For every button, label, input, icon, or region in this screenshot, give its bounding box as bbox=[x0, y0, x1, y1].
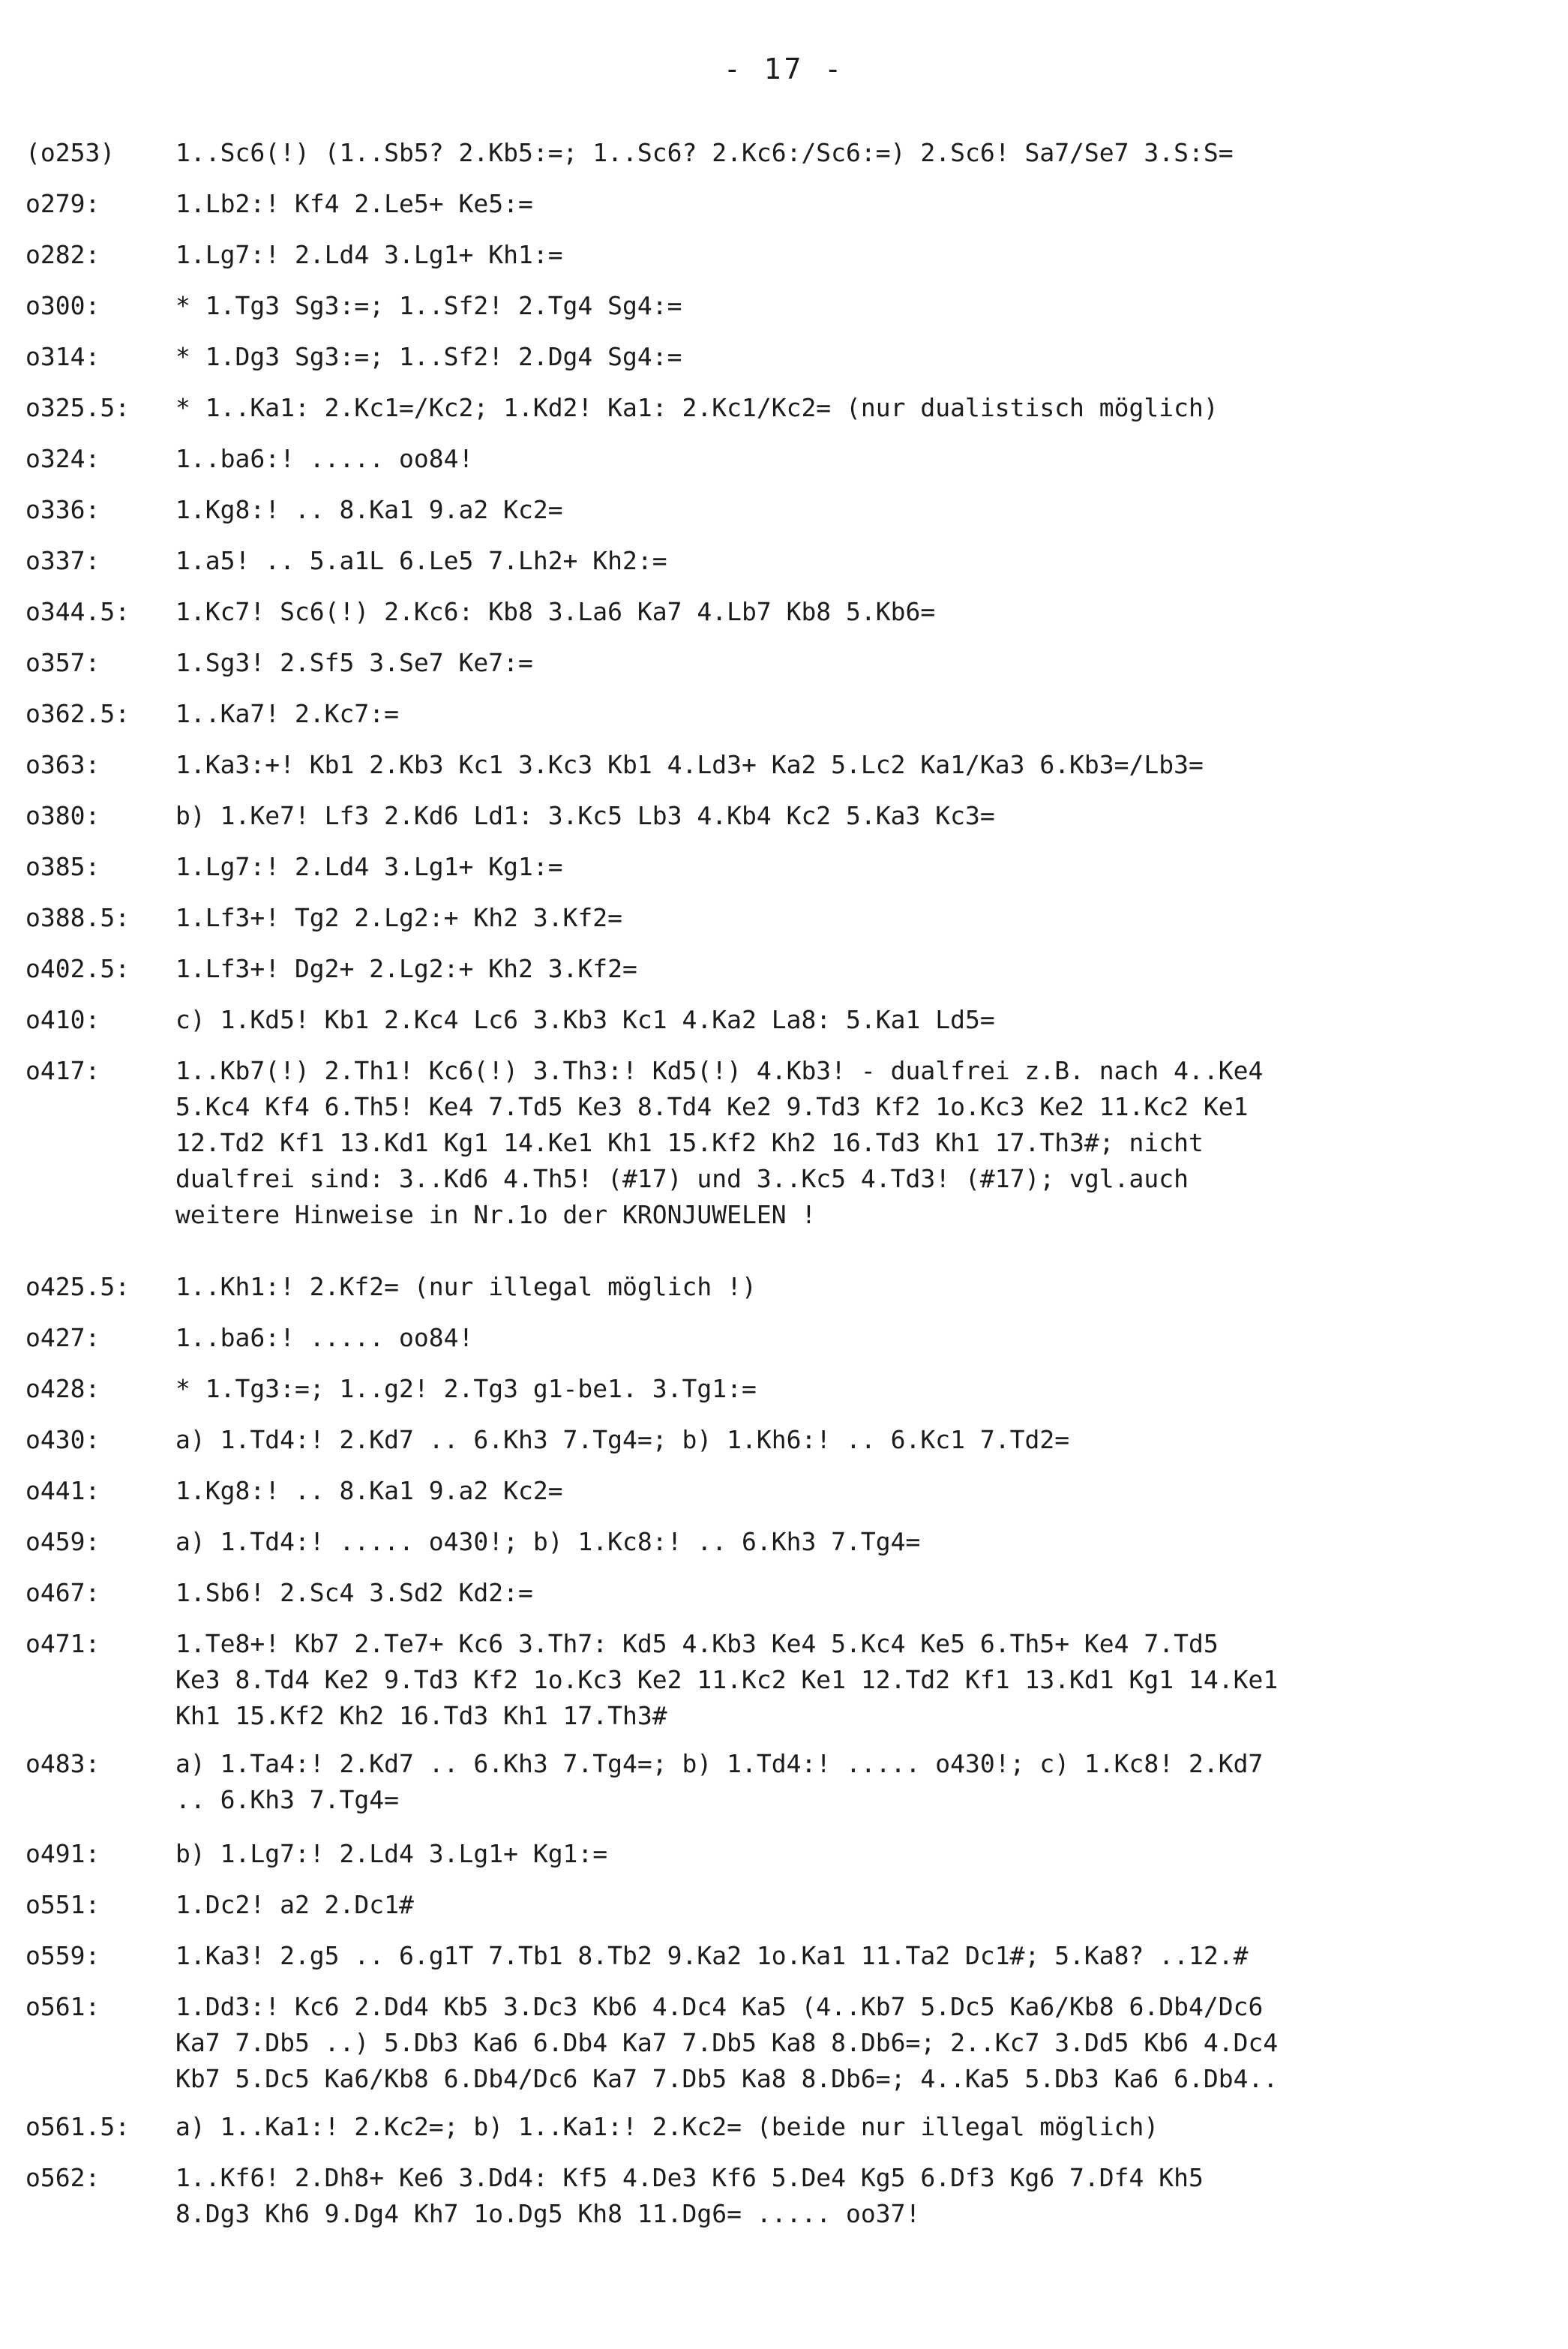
solution-entry bbox=[25, 1836, 1540, 1872]
solution-text bbox=[175, 1746, 1540, 1818]
solution-entry bbox=[25, 900, 1540, 936]
solution-text bbox=[175, 1938, 1540, 1974]
solution-line: 1.Ka3:+! Kb1 2.Kb3 Kc1 3.Kc3 Kb1 4.Ld3+ Ka2 5.Lc2 Ka1/Ka3 6.Kb3=/Lb3= bbox=[175, 750, 1204, 779]
solution-line: 1.Te8+! Kb7 2.Te7+ Kc6 3.Th7: Kd5 4.Kb3 Ke4 5.Kc4 Ke5 6.Th5+ Ke4 7.Td5 bbox=[175, 1629, 1219, 1658]
problem-number: o357: bbox=[25, 648, 100, 677]
solution-text bbox=[175, 747, 1540, 783]
solution-text bbox=[175, 798, 1540, 834]
solution-line: 1.Lb2:! Kf4 2.Le5+ Ke5:= bbox=[175, 189, 533, 218]
solution-entry bbox=[25, 2160, 1540, 2232]
solution-line: 1.Dc2! a2 2.Dc1# bbox=[175, 1890, 414, 1919]
solution-entry bbox=[25, 339, 1540, 375]
solution-text bbox=[175, 492, 1540, 528]
solution-entry bbox=[25, 594, 1540, 630]
solution-line: 1.Sg3! 2.Sf5 3.Se7 Ke7:= bbox=[175, 648, 533, 677]
solution-line: Kh1 15.Kf2 Kh2 16.Td3 Kh1 17.Th3# bbox=[175, 1701, 667, 1730]
solution-line: c) 1.Kd5! Kb1 2.Kc4 Lc6 3.Kb3 Kc1 4.Ka2 La8: 5.Ka1 Ld5= bbox=[175, 1005, 995, 1034]
solution-line: 1.Kc7! Sc6(!) 2.Kc6: Kb8 3.La6 Ka7 4.Lb7 Kb8 5.Kb6= bbox=[175, 597, 936, 626]
solution-text bbox=[175, 1371, 1540, 1407]
solution-line: a) 1.Ta4:! 2.Kd7 .. 6.Kh3 7.Tg4=; b) 1.Td4:! ..... o430!; c) 1.Kc8! 2.Kd7 bbox=[175, 1749, 1264, 1778]
solution-entry bbox=[25, 645, 1540, 681]
problem-number: o428: bbox=[25, 1374, 100, 1403]
solution-line: 1.Lf3+! Dg2+ 2.Lg2:+ Kh2 3.Kf2= bbox=[175, 954, 637, 983]
problem-number: o324: bbox=[25, 444, 100, 473]
solution-line: 1..Kf6! 2.Dh8+ Ke6 3.Dd4: Kf5 4.De3 Kf6 5.De4 Kg5 6.Df3 Kg6 7.Df4 Kh5 bbox=[175, 2163, 1204, 2192]
problem-number: o491: bbox=[25, 1839, 100, 1868]
solution-line: 1..Sc6(!) (1..Sb5? 2.Kb5:=; 1..Sc6? 2.Kc6:/Sc6:=) 2.Sc6! Sa7/Se7 3.S:S= bbox=[175, 138, 1234, 167]
problem-number: o363: bbox=[25, 750, 100, 779]
solution-text bbox=[175, 1836, 1540, 1872]
solution-text bbox=[175, 1626, 1540, 1734]
solution-text bbox=[175, 135, 1540, 171]
problem-number: o561.5: bbox=[25, 2112, 130, 2141]
solution-entry bbox=[25, 1938, 1540, 1974]
solution-text bbox=[175, 237, 1540, 273]
solution-line: 1..ba6:! ..... oo84! bbox=[175, 444, 474, 473]
solution-line: .. 6.Kh3 7.Tg4= bbox=[175, 1785, 400, 1814]
solution-text bbox=[175, 2109, 1540, 2145]
solution-entry bbox=[25, 492, 1540, 528]
problem-number: o471: bbox=[25, 1629, 100, 1658]
solution-entry bbox=[25, 1746, 1540, 1818]
solution-text bbox=[175, 1269, 1540, 1305]
solution-entry bbox=[25, 1989, 1540, 2097]
solution-entry bbox=[25, 1422, 1540, 1458]
solution-text bbox=[175, 1473, 1540, 1509]
solution-entry bbox=[25, 288, 1540, 324]
problem-number: o279: bbox=[25, 189, 100, 218]
solution-entry bbox=[25, 696, 1540, 732]
problem-number: o337: bbox=[25, 546, 100, 575]
solution-entry bbox=[25, 1269, 1540, 1305]
problem-number: o562: bbox=[25, 2163, 100, 2192]
solution-line: b) 1.Lg7:! 2.Ld4 3.Lg1+ Kg1:= bbox=[175, 1839, 608, 1868]
solution-entry bbox=[25, 1053, 1540, 1233]
page-number: - 17 - bbox=[723, 52, 845, 86]
solution-line: 1.Lf3+! Tg2 2.Lg2:+ Kh2 3.Kf2= bbox=[175, 903, 623, 932]
solution-line: a) 1.Td4:! ..... o430!; b) 1.Kc8:! .. 6.Kh3 7.Tg4= bbox=[175, 1527, 921, 1556]
solution-entry bbox=[25, 747, 1540, 783]
solution-text bbox=[175, 849, 1540, 885]
solution-entry bbox=[25, 390, 1540, 426]
solution-line: a) 1.Td4:! 2.Kd7 .. 6.Kh3 7.Tg4=; b) 1.Kh6:! .. 6.Kc1 7.Td2= bbox=[175, 1425, 1070, 1454]
problem-number: o300: bbox=[25, 291, 100, 320]
solution-entry bbox=[25, 2109, 1540, 2145]
solution-line: weitere Hinweise in Nr.1o der KRONJUWELEN ! bbox=[175, 1200, 817, 1229]
problem-number: (o253) bbox=[25, 138, 115, 167]
solution-line: 1.Kg8:! .. 8.Ka1 9.a2 Kc2= bbox=[175, 495, 563, 524]
solution-text bbox=[175, 1989, 1540, 2097]
solution-entry bbox=[25, 1371, 1540, 1407]
problem-number: o282: bbox=[25, 240, 100, 269]
solution-line: 1.Lg7:! 2.Ld4 3.Lg1+ Kh1:= bbox=[175, 240, 563, 269]
solution-text bbox=[175, 1320, 1540, 1356]
problem-number: o402.5: bbox=[25, 954, 130, 983]
solution-entry bbox=[25, 1575, 1540, 1611]
solution-text bbox=[175, 543, 1540, 579]
solution-text bbox=[175, 1887, 1540, 1923]
solution-line: 8.Dg3 Kh6 9.Dg4 Kh7 1o.Dg5 Kh8 11.Dg6= ..... oo37! bbox=[175, 2199, 921, 2228]
problem-number: o483: bbox=[25, 1749, 100, 1778]
problem-number: o385: bbox=[25, 852, 100, 881]
solution-text bbox=[175, 900, 1540, 936]
solution-text bbox=[175, 1053, 1540, 1233]
solution-line: b) 1.Ke7! Lf3 2.Kd6 Ld1: 3.Kc5 Lb3 4.Kb4 Kc2 5.Ka3 Kc3= bbox=[175, 801, 995, 830]
solution-line: a) 1..Ka1:! 2.Kc2=; b) 1..Ka1:! 2.Kc2= (beide nur illegal möglich) bbox=[175, 2112, 1159, 2141]
solution-text bbox=[175, 696, 1540, 732]
solution-entry bbox=[25, 441, 1540, 477]
problem-number: o336: bbox=[25, 495, 100, 524]
problem-number: o467: bbox=[25, 1578, 100, 1607]
solution-entry bbox=[25, 543, 1540, 579]
solution-text bbox=[175, 594, 1540, 630]
solution-line: * 1.Dg3 Sg3:=; 1..Sf2! 2.Dg4 Sg4:= bbox=[175, 342, 682, 371]
solution-line: 1..Kh1:! 2.Kf2= (nur illegal möglich !) bbox=[175, 1272, 757, 1301]
problem-number: o441: bbox=[25, 1476, 100, 1505]
solution-text bbox=[175, 951, 1540, 987]
solution-entry bbox=[25, 1626, 1540, 1734]
solution-line: 1.Sb6! 2.Sc4 3.Sd2 Kd2:= bbox=[175, 1578, 533, 1607]
solution-line: * 1.Tg3 Sg3:=; 1..Sf2! 2.Tg4 Sg4:= bbox=[175, 291, 682, 320]
problem-number: o551: bbox=[25, 1890, 100, 1919]
solution-line: 1..Ka7! 2.Kc7:= bbox=[175, 699, 400, 728]
solution-entry bbox=[25, 1473, 1540, 1509]
solution-entry bbox=[25, 1524, 1540, 1560]
solution-line: Kb7 5.Dc5 Ka6/Kb8 6.Db4/Dc6 Ka7 7.Db5 Ka8 8.Db6=; 4..Ka5 5.Db3 Ka6 6.Db4.. bbox=[175, 2064, 1279, 2093]
problem-number: o425.5: bbox=[25, 1272, 130, 1301]
solution-line: 1.Dd3:! Kc6 2.Dd4 Kb5 3.Dc3 Kb6 4.Dc4 Ka5 (4..Kb7 5.Dc5 Ka6/Kb8 6.Db4/Dc6 bbox=[175, 1992, 1264, 2021]
solution-line: Ka7 7.Db5 ..) 5.Db3 Ka6 6.Db4 Ka7 7.Db5 Ka8 8.Db6=; 2..Kc7 3.Dd5 Kb6 4.Dc4 bbox=[175, 2028, 1279, 2057]
solution-entry bbox=[25, 849, 1540, 885]
problem-number: o559: bbox=[25, 1941, 100, 1970]
problem-number: o561: bbox=[25, 1992, 100, 2021]
solution-text bbox=[175, 1002, 1540, 1038]
solution-text bbox=[175, 1422, 1540, 1458]
solution-entry bbox=[25, 186, 1540, 222]
solution-line: * 1..Ka1: 2.Kc1=/Kc2; 1.Kd2! Ka1: 2.Kc1/Kc2= (nur dualistisch möglich) bbox=[175, 393, 1219, 422]
solution-entry bbox=[25, 798, 1540, 834]
solution-line: 5.Kc4 Kf4 6.Th5! Ke4 7.Td5 Ke3 8.Td4 Ke2 9.Td3 Kf2 1o.Kc3 Ke2 11.Kc2 Ke1 bbox=[175, 1092, 1249, 1121]
solution-line: * 1.Tg3:=; 1..g2! 2.Tg3 g1-be1. 3.Tg1:= bbox=[175, 1374, 757, 1403]
problem-number: o459: bbox=[25, 1527, 100, 1556]
solution-line: 1.Lg7:! 2.Ld4 3.Lg1+ Kg1:= bbox=[175, 852, 563, 881]
solution-text bbox=[175, 186, 1540, 222]
solution-line: 1..Kb7(!) 2.Th1! Kc6(!) 3.Th3:! Kd5(!) 4.Kb3! - dualfrei z.B. nach 4..Ke4 bbox=[175, 1056, 1264, 1085]
solution-line: 1.Ka3! 2.g5 .. 6.g1T 7.Tb1 8.Tb2 9.Ka2 1o.Ka1 11.Ta2 Dc1#; 5.Ka8? ..12.# bbox=[175, 1941, 1249, 1970]
solution-entry bbox=[25, 1320, 1540, 1356]
solution-text bbox=[175, 1575, 1540, 1611]
solution-entry bbox=[25, 1002, 1540, 1038]
problem-number: o380: bbox=[25, 801, 100, 830]
problem-number: o362.5: bbox=[25, 699, 130, 728]
solution-text bbox=[175, 441, 1540, 477]
solution-line: 12.Td2 Kf1 13.Kd1 Kg1 14.Ke1 Kh1 15.Kf2 Kh2 16.Td3 Kh1 17.Th3#; nicht bbox=[175, 1128, 1204, 1157]
solution-entry bbox=[25, 237, 1540, 273]
solution-text bbox=[175, 390, 1540, 426]
problem-number: o427: bbox=[25, 1323, 100, 1352]
solution-entry bbox=[25, 1887, 1540, 1923]
solution-text bbox=[175, 288, 1540, 324]
solution-text bbox=[175, 2160, 1540, 2232]
solution-line: 1.a5! .. 5.a1L 6.Le5 7.Lh2+ Kh2:= bbox=[175, 546, 667, 575]
solution-line: Ke3 8.Td4 Ke2 9.Td3 Kf2 1o.Kc3 Ke2 11.Kc2 Ke1 12.Td2 Kf1 13.Kd1 Kg1 14.Ke1 bbox=[175, 1665, 1279, 1694]
solution-line: dualfrei sind: 3..Kd6 4.Th5! (#17) und 3..Kc5 4.Td3! (#17); vgl.auch bbox=[175, 1164, 1189, 1193]
solution-text bbox=[175, 339, 1540, 375]
problem-number: o430: bbox=[25, 1425, 100, 1454]
problem-number: o417: bbox=[25, 1056, 100, 1085]
solution-entry bbox=[25, 135, 1540, 171]
solution-text bbox=[175, 1524, 1540, 1560]
problem-number: o314: bbox=[25, 342, 100, 371]
solution-line: 1.Kg8:! .. 8.Ka1 9.a2 Kc2= bbox=[175, 1476, 563, 1505]
problem-number: o410: bbox=[25, 1005, 100, 1034]
problem-number: o325.5: bbox=[25, 393, 130, 422]
solution-line: 1..ba6:! ..... oo84! bbox=[175, 1323, 474, 1352]
solution-entry bbox=[25, 951, 1540, 987]
solution-text bbox=[175, 645, 1540, 681]
problem-number: o388.5: bbox=[25, 903, 130, 932]
problem-number: o344.5: bbox=[25, 597, 130, 626]
